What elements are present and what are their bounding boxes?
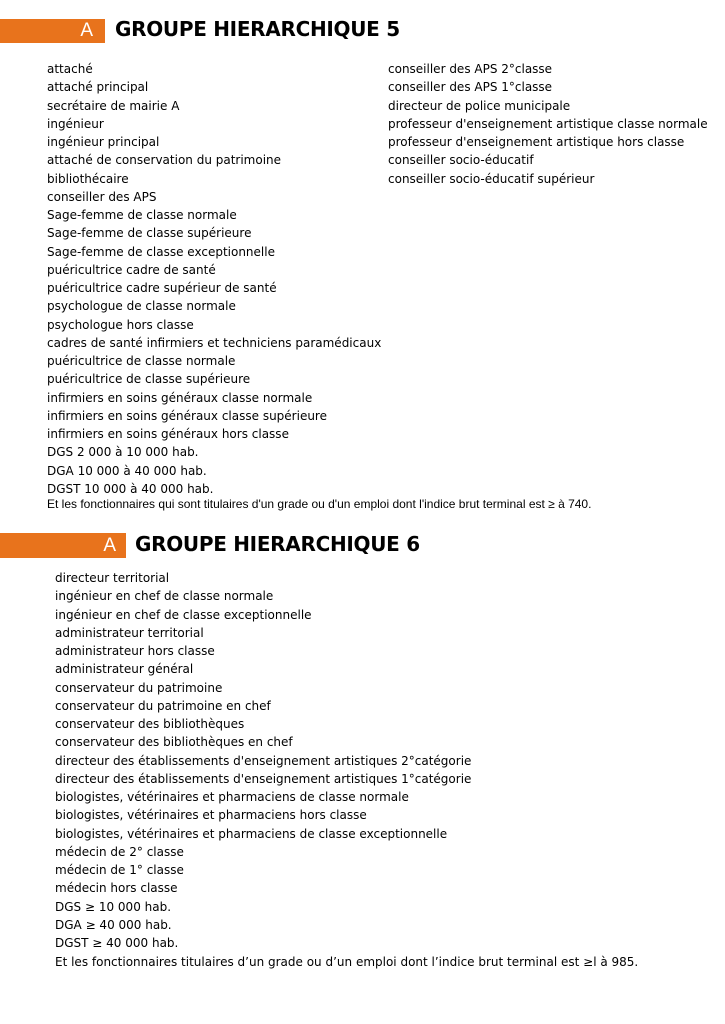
grade-list-item: Sage-femme de classe exceptionnelle <box>47 244 275 259</box>
grade-list-item: infirmiers en soins généraux classe normale <box>47 390 313 405</box>
grade-list-item: biologistes, vétérinaires et pharmaciens de classe normale <box>55 790 409 804</box>
group-5-category-letter: A <box>80 20 93 41</box>
grade-list-item: directeur des établissements d'enseignement artistiques 2°catégorie <box>55 753 472 768</box>
grade-list-item: conseiller des APS 2°classe <box>388 62 553 76</box>
group-5-left-list <box>47 60 381 498</box>
grade-list-item: DGS 2 000 à 10 000 hab. <box>47 445 199 460</box>
grade-list-item: ingénieur principal <box>47 135 160 149</box>
group-6-list <box>55 569 471 952</box>
grade-list-item: DGS ≥ 10 000 hab. <box>55 899 172 914</box>
grade-list-item: biologistes, vétérinaires et pharmaciens de classe exceptionnelle <box>55 826 448 841</box>
grade-list-item: professeur d'enseignement artistique hors classe <box>388 135 685 149</box>
grade-list-item: ingénieur <box>47 116 104 131</box>
grade-list-item: administrateur hors classe <box>55 644 215 658</box>
grade-list-item: Sage-femme de classe supérieure <box>47 226 252 241</box>
group-5-right-list <box>388 60 708 188</box>
grade-list-item: directeur de police municipale <box>388 98 571 113</box>
grade-list-item: DGA 10 000 à 40 000 hab. <box>47 463 207 478</box>
grade-list-item: ingénieur en chef de classe normale <box>55 589 274 604</box>
grade-list-item: attaché <box>47 62 93 76</box>
grade-list-item: DGST ≥ 40 000 hab. <box>55 936 179 950</box>
group-6-title: GROUPE HIERARCHIQUE 6 <box>135 532 420 556</box>
group-6-category-letter: A <box>103 534 116 556</box>
grade-list-item: biologistes, vétérinaires et pharmaciens hors classe <box>55 808 367 823</box>
grade-list-item: directeur territorial <box>55 571 170 585</box>
grade-list-item: administrateur territorial <box>55 625 204 640</box>
grade-list-item: professeur d'enseignement artistique classe normale <box>388 116 708 131</box>
grade-list-item: directeur des établissements d'enseignement artistiques 1°catégorie <box>55 771 472 786</box>
grade-list-item: puéricultrice de classe normale <box>47 354 236 368</box>
grade-list-item: Sage-femme de classe normale <box>47 208 237 222</box>
grade-list-item: conservateur du patrimoine en chef <box>55 698 271 713</box>
grade-list-item: conseiller socio-éducatif supérieur <box>388 171 595 186</box>
grade-list-item: DGA ≥ 40 000 hab. <box>55 917 172 932</box>
grade-list-item: DGST 10 000 à 40 000 hab. <box>47 481 214 496</box>
grade-list-item: psychologue hors classe <box>47 317 194 332</box>
grade-list-item: puéricultrice cadre supérieur de santé <box>47 281 277 295</box>
group-6-category-badge <box>0 533 126 558</box>
grade-list-item: cadres de santé infirmiers et techniciens paramédicaux <box>47 335 382 350</box>
grade-list-item: attaché de conservation du patrimoine <box>47 153 282 168</box>
grade-list-item: infirmiers en soins généraux hors classe <box>47 427 289 441</box>
grade-list-item: secrétaire de mairie A <box>47 98 180 113</box>
group-6-note: Et les fonctionnaires titulaires d’un grade ou d’un emploi dont l’indice brut terminal est ≥l à 985. <box>55 955 639 969</box>
grade-list-item: médecin de 1° classe <box>55 863 184 877</box>
grade-list-item: psychologue de classe normale <box>47 299 236 314</box>
grade-list-item: médecin de 2° classe <box>55 844 184 859</box>
grade-list-item: conservateur des bibliothèques <box>55 717 245 731</box>
group-5-note: Et les fonctionnaires qui sont titulaires d'un grade ou d'un emploi dont l'indice brut terminal est ≥ à 740. <box>47 497 592 511</box>
grade-list-item: administrateur général <box>55 662 194 677</box>
grade-list-item: ingénieur en chef de classe exceptionnelle <box>55 607 312 622</box>
grade-list-item: conseiller des APS <box>47 189 157 204</box>
group-5-category-badge <box>0 19 105 43</box>
grade-list-item: conseiller des APS 1°classe <box>388 80 553 95</box>
grade-list-item: bibliothécaire <box>47 171 129 186</box>
grade-list-item: infirmiers en soins généraux classe supérieure <box>47 408 327 423</box>
grade-list-item: attaché principal <box>47 80 149 95</box>
grade-list-item: puéricultrice cadre de santé <box>47 262 216 277</box>
group-5-title: GROUPE HIERARCHIQUE 5 <box>115 17 400 41</box>
grade-list-item: conseiller socio-éducatif <box>388 153 534 168</box>
grade-list-item: médecin hors classe <box>55 881 178 896</box>
grade-list-item: conservateur du patrimoine <box>55 680 223 695</box>
grade-list-item: puéricultrice de classe supérieure <box>47 372 251 387</box>
grade-list-item: conservateur des bibliothèques en chef <box>55 735 293 750</box>
